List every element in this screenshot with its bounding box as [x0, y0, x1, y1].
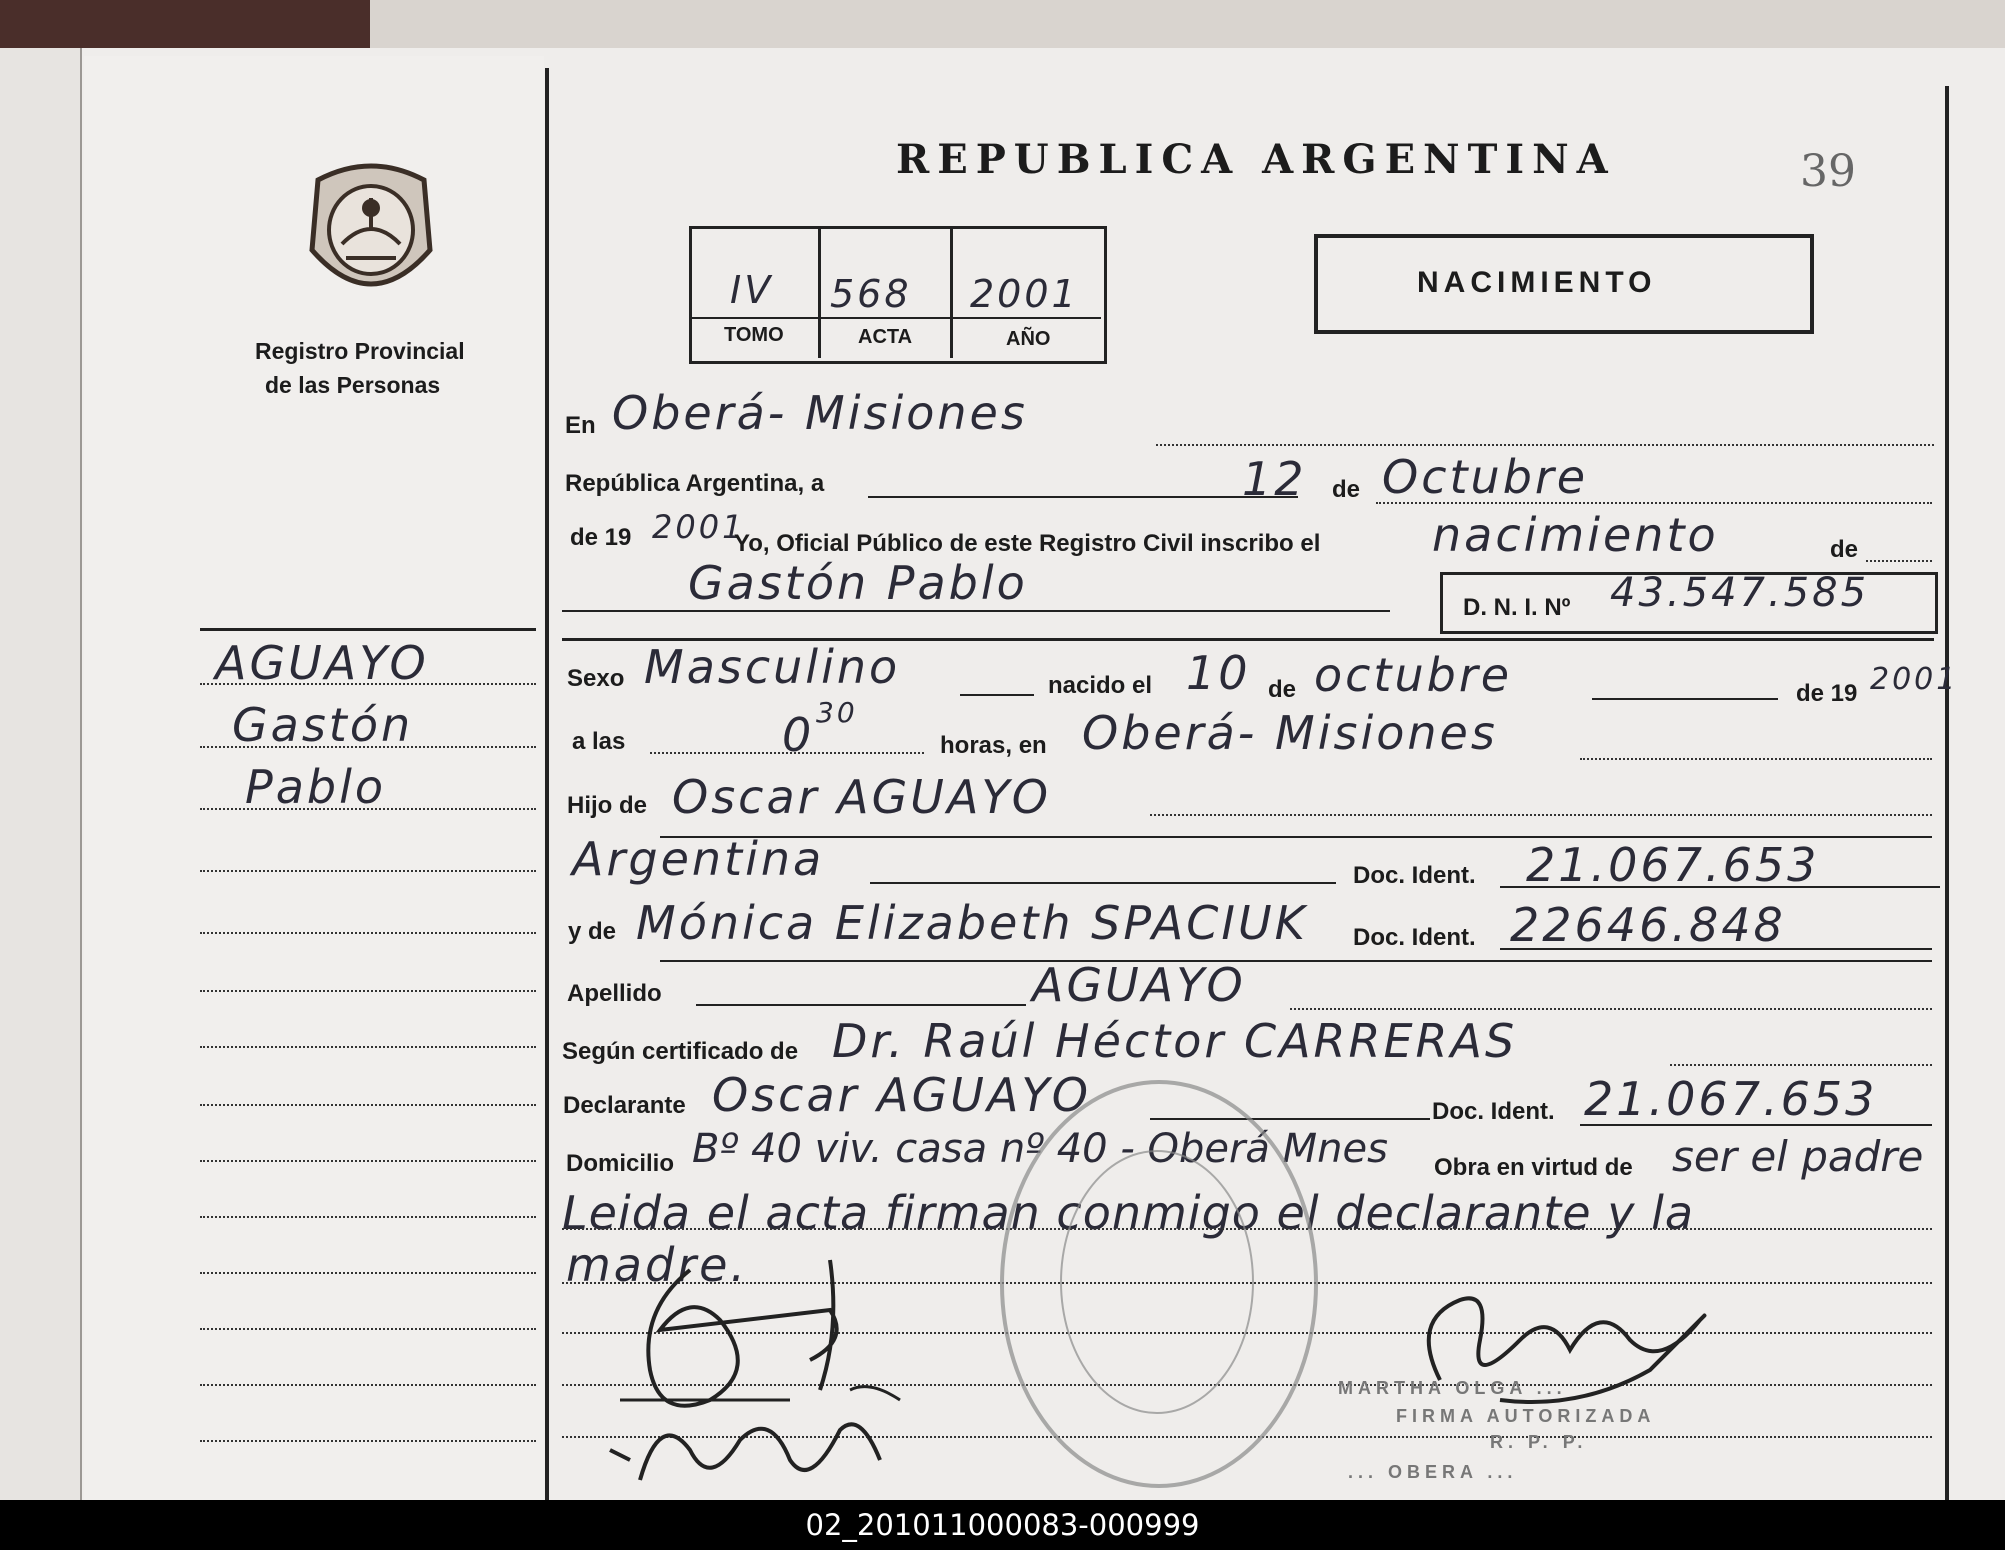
- value-anio: 2001: [652, 508, 746, 546]
- label-apellido: Apellido: [567, 980, 662, 1007]
- registry-name-line2: de las Personas: [265, 372, 441, 398]
- official-seal-inner: [1060, 1150, 1254, 1414]
- margin-line: [200, 1384, 536, 1386]
- stamp-official-name: MARTHA OLGA ...: [1338, 1378, 1567, 1398]
- label-declarante: Declarante: [563, 1092, 686, 1119]
- label-y-de: y de: [568, 918, 617, 945]
- value-lugar: Oberá- Misiones: [612, 386, 1028, 440]
- line-sexo: [960, 694, 1034, 696]
- value-nombre: Gastón Pablo: [688, 556, 1028, 610]
- value-dni: 43.547.585: [1610, 570, 1870, 616]
- label-de-mes: de: [1332, 476, 1361, 503]
- value-apellido: AGUAYO: [1032, 958, 1246, 1012]
- label-de19: de 19: [1796, 680, 1858, 707]
- official-signature: [1400, 1280, 1730, 1420]
- value-madre: Mónica Elizabeth SPACIUK: [636, 896, 1308, 950]
- value-padre: Oscar AGUAYO: [672, 770, 1051, 824]
- declarant-signature: [600, 1250, 920, 1500]
- stamp-firma-autorizada: FIRMA AUTORIZADA: [1396, 1406, 1656, 1426]
- label-hijo-de: Hijo de: [567, 792, 648, 819]
- label-doc-ident-declarante: Doc. Ident.: [1432, 1098, 1555, 1125]
- margin-line: [200, 1216, 536, 1218]
- value-nac-lugar: Oberá- Misiones: [1082, 706, 1498, 760]
- value-nac-dia: 10: [1186, 646, 1251, 700]
- label-doc-ident-padre: Doc. Ident.: [1353, 862, 1476, 889]
- margin-line: [200, 990, 536, 992]
- line-apellido-end: [1290, 1008, 1932, 1010]
- label-nacido: nacido el: [1048, 672, 1153, 699]
- value-hora-min: 30: [816, 696, 858, 729]
- line-certificado: [1670, 1064, 1932, 1066]
- line-dia: [868, 496, 1298, 498]
- page-number: 39: [1800, 146, 1856, 197]
- image-caption: 02_201011000083-000999: [0, 1500, 2005, 1550]
- label-dni: D. N. I. Nº: [1463, 594, 1571, 621]
- value-leida: Leida el acta firman conmigo el declarante y la: [562, 1186, 1695, 1240]
- line-padre: [1150, 814, 1932, 816]
- right-border: [1945, 86, 1949, 1500]
- value-mes: Octubre: [1382, 450, 1589, 504]
- book-gutter: [0, 48, 82, 1500]
- table-divider: [818, 228, 821, 358]
- label-sexo: Sexo: [567, 665, 625, 692]
- line-declarante-doc: [1580, 1124, 1932, 1126]
- margin-line: [200, 1104, 536, 1106]
- value-padre-doc: 21.067.653: [1526, 838, 1820, 892]
- tomo-value: IV: [730, 268, 774, 312]
- column-divider: [545, 68, 549, 1500]
- value-certificado: Dr. Raúl Héctor CARRERAS: [832, 1014, 1518, 1068]
- tomo-label: TOMO: [724, 324, 784, 346]
- margin-name2: Pablo: [245, 760, 387, 814]
- margin-line: [200, 1046, 536, 1048]
- margin-top-rule: [200, 628, 536, 631]
- stamp-rpp: R. P. P.: [1490, 1432, 1588, 1452]
- value-inscribe: nacimiento: [1432, 508, 1719, 562]
- value-domicilio: Bº 40 viv. casa nº 40 - Oberá Mnes: [692, 1126, 1388, 1172]
- acta-value: 568: [830, 272, 912, 316]
- label-obra: Obra en virtud de: [1434, 1154, 1633, 1181]
- anio-label: AÑO: [1006, 328, 1051, 350]
- line-madre-bottom: [660, 960, 1932, 962]
- line-nac-lugar: [1580, 758, 1932, 760]
- stamp-office: ... OBERA ...: [1348, 1462, 1518, 1482]
- label-de-end: de: [1830, 536, 1859, 563]
- line-inscribe-end: [1866, 560, 1932, 562]
- margin-line: [200, 1440, 536, 1442]
- acta-label: ACTA: [858, 326, 913, 348]
- label-yo-oficial: Yo, Oficial Público de este Registro Civil inscribo el: [734, 530, 1321, 557]
- label-domicilio: Domicilio: [566, 1150, 675, 1177]
- anio-value: 2001: [970, 272, 1079, 316]
- value-madre-word: madre.: [566, 1238, 749, 1292]
- value-obra: ser el padre: [1672, 1132, 1924, 1181]
- label-en: En: [565, 412, 596, 439]
- label-de2: de: [1268, 676, 1297, 703]
- label-republica: República Argentina, a: [565, 470, 825, 497]
- value-nac-anio: 2001: [1870, 662, 1959, 697]
- line-nombre: [562, 610, 1390, 612]
- line-apellido: [696, 1004, 1026, 1006]
- margin-name1: Gastón: [232, 698, 414, 752]
- registry-name-line1: Registro Provincial: [255, 338, 465, 364]
- misiones-emblem-icon: [298, 158, 444, 308]
- line-padre-nac: [870, 882, 1336, 884]
- value-sexo: Masculino: [644, 640, 901, 694]
- line-madre-doc: [1500, 948, 1932, 950]
- document-type: NACIMIENTO: [1417, 266, 1657, 299]
- table-divider: [950, 228, 953, 358]
- margin-surname: AGUAYO: [215, 636, 429, 690]
- line-nac-mes: [1592, 698, 1778, 700]
- value-nac-mes: octubre: [1314, 648, 1513, 702]
- value-padre-nac: Argentina: [572, 832, 825, 886]
- table-label-rule: [691, 317, 1101, 319]
- margin-line: [200, 932, 536, 934]
- label-a-las: a las: [572, 728, 626, 755]
- label-doc-ident-madre: Doc. Ident.: [1353, 924, 1476, 951]
- line-padre-doc: [1500, 886, 1940, 888]
- margin-line: [200, 1160, 536, 1162]
- value-dia: 12: [1242, 452, 1307, 506]
- value-declarante: Oscar AGUAYO: [712, 1068, 1091, 1122]
- value-declarante-doc: 21.067.653: [1584, 1072, 1878, 1126]
- label-segun: Según certificado de: [562, 1038, 799, 1065]
- value-hora: 0: [782, 708, 815, 762]
- margin-line: [200, 1272, 536, 1274]
- value-madre-doc: 22646.848: [1510, 898, 1786, 952]
- margin-line: [200, 870, 536, 872]
- label-horas-en: horas, en: [940, 732, 1047, 759]
- label-de-anio: de 19: [570, 524, 632, 551]
- country-title: REPUBLICA ARGENTINA: [896, 136, 1616, 183]
- line-lugar: [1156, 444, 1934, 446]
- margin-line: [200, 1328, 536, 1330]
- line-mes: [1376, 502, 1932, 504]
